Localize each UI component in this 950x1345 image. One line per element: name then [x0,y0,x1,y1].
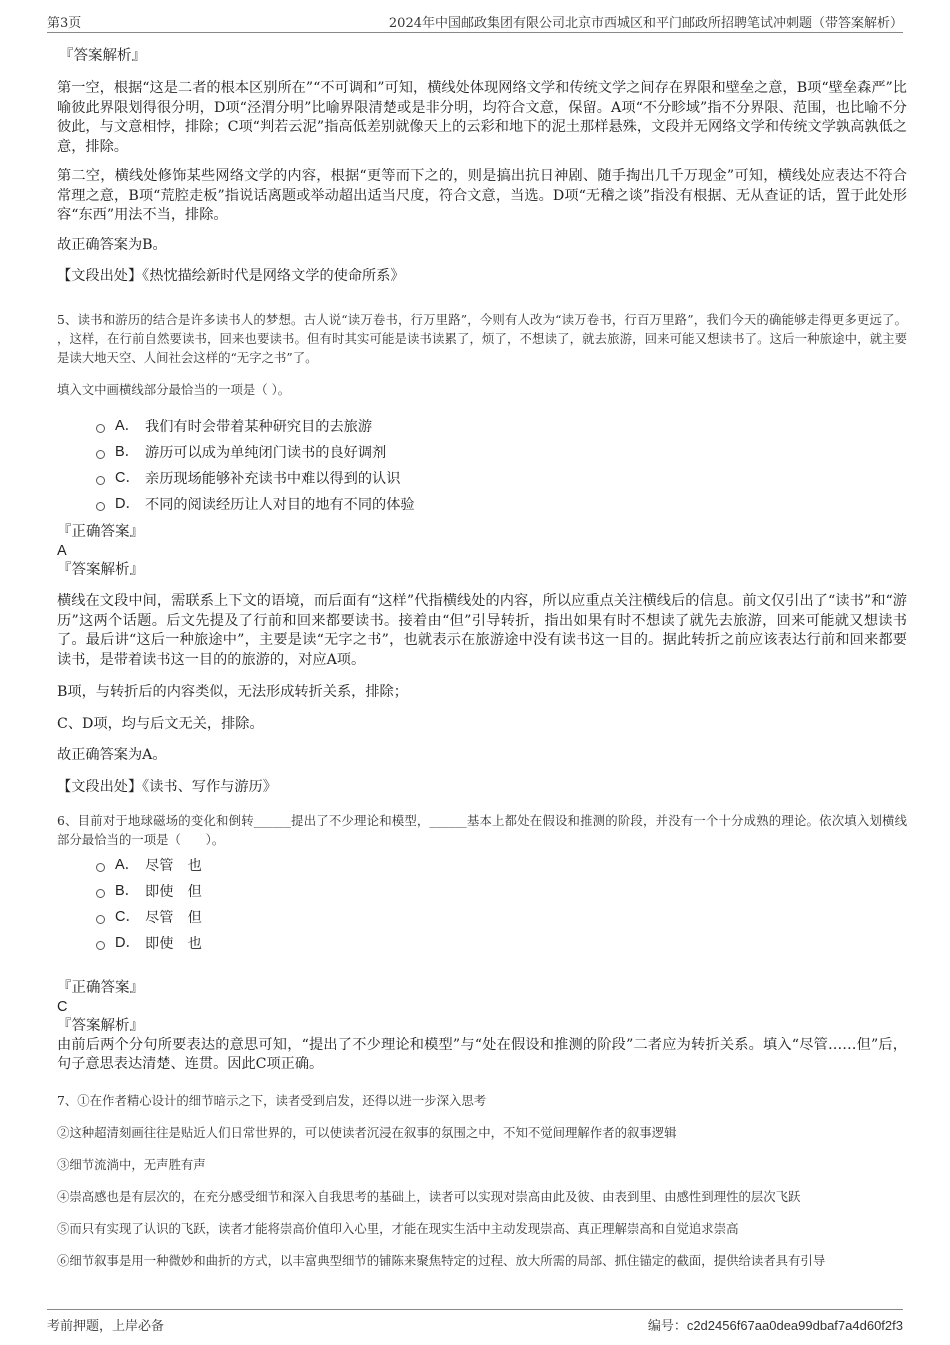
radio-icon[interactable] [96,502,105,511]
option-b[interactable]: B． 游历可以成为单纯闭门读书的良好调剂 [96,439,907,465]
correct-answer: C [57,998,68,1015]
question-sentence: ③细节流淌中，无声胜有声 [57,1156,206,1172]
option-c[interactable]: C． 尽管 但 [96,904,907,930]
radio-icon[interactable] [96,889,105,898]
radio-icon[interactable] [96,915,105,924]
option-b[interactable]: B． 即使 但 [96,878,907,904]
question-sentence: ②这种超清刻画往往是贴近人们日常世界的，可以使读者沉浸在叙事的氛围之中，不知不觉间理解作者的叙事逻辑 [57,1124,677,1140]
question-sentence: 7、①在作者精心设计的细节暗示之下，读者受到启发，还得以进一步深入思考 [57,1092,487,1108]
option-a[interactable]: A． 我们有时会带着某种研究目的去旅游 [96,413,907,439]
question-sentence: ④崇高感也是有层次的，在充分感受细节和深入自我思考的基础上，读者可以实现对崇高由此及彼、由表到里、由感性到理性的层次飞跃 [57,1188,801,1204]
passage-source: 【文段出处】《热忱描绘新时代是网络文学的使命所系》 [57,268,405,284]
question-sentence: ⑥细节叙事是用一种微妙和曲折的方式，以丰富典型细节的铺陈来聚焦特定的过程、放大所需的局部、抓住锚定的截面，提供给读者具有引导 [57,1252,826,1268]
answer-tag: 『正确答案』 [57,524,144,540]
option-list [57,852,907,956]
radio-icon[interactable] [96,476,105,485]
analysis-paragraph: 由前后两个分句所要表达的意思可知，“提出了不少理论和模型”与“处在假设和推测的阶段”二者应为转折关系。填入“尽管……但”后，句子意思表达清楚、连贯。因此C项正确。 [57,1036,907,1073]
option-list [57,413,907,517]
radio-icon[interactable] [96,424,105,433]
page-footer [47,1309,903,1334]
analysis-paragraph: B项，与转折后的内容类似，无法形成转折关系，排除； [57,684,408,700]
analysis-tag: 『答案解析』 [57,1017,144,1034]
analysis-paragraph: C、D项，均与后文无关，排除。 [57,715,264,732]
question-stem: 6、目前对于地球磁场的变化和倒转______提出了不少理论和模型，______基本上都处在假设和推测的阶段，并没有一个十分成熟的理论。依次填入划横线部分最恰当的一项是（ ）。 [57,812,907,847]
page-header [47,10,903,33]
analysis-paragraph: 第二空，横线处修饰某些网络文学的内容，根据“更等而下之的，则是搞出抗日神剧、随手掏出几千万现金”可知，横线处应表达不符合常理之意，B项“荒腔走板”指说话离题或举动超出适当尺度，符合文意，当选。D项“无稽之谈”指没有根据、无从查证的话，置于此处形容“东西”用法不当，排除。 [57,168,907,223]
question-sentence: ⑤而只有实现了认识的飞跃，读者才能将崇高价值印入心里，才能在现实生活中主动发现崇高、真正理解崇高和自觉追求崇高 [57,1220,739,1236]
option-d[interactable]: D． 不同的阅读经历让人对目的地有不同的体验 [96,491,907,517]
option-a[interactable]: A． 尽管 也 [96,852,907,878]
question-prompt: 填入文中画横线部分最恰当的一项是（ ）。 [57,382,291,397]
analysis-paragraph: 第一空，根据“这是二者的根本区别所在”“不可调和”可知，横线处体现网络文学和传统文学之间存在界限和壁垒之意，B项“壁垒森严”比喻彼此界限划得很分明，D项“泾渭分明”比喻界限清楚或是非分明，均符合文意，保留。A项“不分畛域”指不分界限、范围，也比喻不分彼此，与文意相悖，排除；C项“判若云泥”指高低差别就像天上的云彩和地下的泥土那样悬殊，文段并无网络文学和传统文学孰高孰低之意，排除。 [57,80,907,155]
option-d[interactable]: D． 即使 也 [96,930,907,956]
answer-tag: 『正确答案』 [57,979,144,996]
correct-answer: A [57,543,67,559]
analysis-conclusion: 故正确答案为B。 [57,236,167,253]
radio-icon[interactable] [96,450,105,459]
analysis-paragraph: 横线在文段中间，需联系上下文的语境，而后面有“这样”代指横线处的内容，所以应重点关注横线后的信息。前文仅引出了“读书”和“游历”这两个话题。后文先提及了行前和回来都要读书。接着由“但”引导转折，指出如果有时不想读了就先去旅游，回来可能就又想读书了。最后讲“这后一种旅途中”，主要是读“无字之书”，也就表示在旅游途中没有读书这一目的。据此转折之前应该表达行前和回来都要读书，是带着读书这一目的的旅游的，对应A项。 [57,593,907,668]
analysis-tag: 『答案解析』 [57,562,144,578]
document-body [57,46,907,1270]
radio-icon[interactable] [96,941,105,950]
analysis-tag: 『答案解析』 [59,48,146,64]
option-c[interactable]: C． 亲历现场能够补充读书中难以得到的认识 [96,465,907,491]
analysis-conclusion: 故正确答案为A。 [57,747,167,763]
passage-source: 【文段出处】《读书、写作与游历》 [57,778,277,795]
radio-icon[interactable] [96,863,105,872]
question-stem: 5、读书和游历的结合是许多读书人的梦想。古人说“读万卷书，行万里路”，今则有人改为“读万卷书，行百万里路”，我们今天的确能够走得更多更远了。 ，这样，在行前自然要读书，回来也要读书。但有时其实可能是读书读累了，烦了，不想读了，就去旅游，回来可能又想读书了。这后一种旅途中，就主要是读大地天空、人间社会这样的“无字之书”了。 [57,312,907,365]
document-title: 2024年中国邮政集团有限公司北京市西城区和平门邮政所招聘笔试冲刺题（带答案解析） [388,15,903,31]
page-number: 第3页 [47,15,82,31]
footer-slogan: 考前押题，上岸必备 [47,1319,165,1334]
document-code: 编号：c2d2456f67aa0dea99dbaf7a4d60f2f3 [647,1318,903,1334]
